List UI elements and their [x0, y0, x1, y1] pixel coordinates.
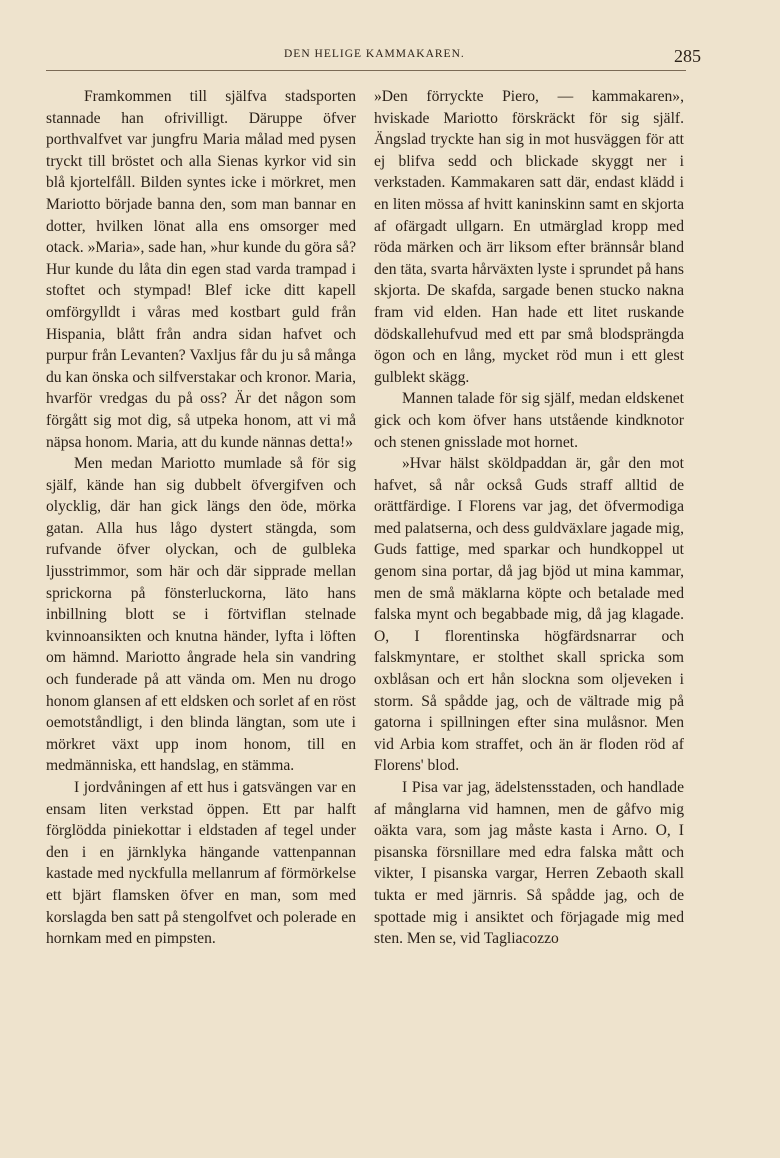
paragraph: Men medan Mariotto mumlade så för sig själf, kände han sig dubbelt öfvergifven och olycklig, där han gick längs den öde, mörka gatan. Alla hus lågo dystert stängda, som rufvande öfver olyckan, och de gulbleka ljusstrimmor, som här och där sipprade mellan sprickorna på fönsterluckorna, läto hans inbillning blott se i förtviflan stelnade kvinnoansikten och knutna händer, lyfta i löften om hämnd. Mariotto ångrade hela sin vandring och funderade på att vända om. Men nu drogo honom glansen af ett eldsken och sorlet af en röst oemotståndligt, i den blinda längtan, som ute i mörkret växt upp inom honom, till en medmänniska, ett handslag, en stämma.: [46, 455, 356, 775]
paragraph: »Hvar hälst sköldpaddan är, går den mot hafvet, så når också Guds straff alltid de orättfärdige. I Florens var jag, det öfvermodiga med palatserna, och dess guldväxlare jagade mig, Guds fattige, med sparkar och hundkoppel ut genom sina portar, då jag bjöd ut mina kammar, men de små mäklarna köpte och betalade med falska mynt och begabbade mig, då jag klagade. O, I florentinska högfärdsnarrar och falskmyntare, er stolthet skall spricka som oxblåsan och ert hån slockna som oljeveken i storm. Så spådde jag, och de vältrade mig på gatorna i spillningen efter sina mulåsnor. Men vid Arbia kom straffet, och än är floden röd af Florens' blod.: [374, 455, 684, 775]
paragraph: Framkommen till själfva stadsporten stannade han ofrivilligt. Däruppe öfver porthvalfvet var jungfru Maria målad med pysen tryckt till bröstet och alla Sienas kyrkor vid sin blå kjortelfåll. Bilden syntes icke i mörkret, men Mariotto började banna den, som man bannar en dotter, hvilken lönat alla ens omsorger med otack. »Maria», sade han, »hur kunde du göra så? Hur kunde du låta din egen stad varda trampad i stoftet och stympad! Blef icke ditt kapell omförgylldt i våras med kostbart guld från Hispania, blått från andra sidan hafvet och purpur från Levanten? Vaxljus får du ju så många du kan önska och silfverstakar och kronor. Maria, hvarför vredgas du på oss? Är det någon som förgått sig mot dig, så utpeka honom, att vi må näpsa honom. Maria, att du kunde nännas detta!»: [46, 88, 356, 451]
paragraph: »Den förryckte Piero, — kammakaren», hviskade Mariotto förskräckt för sig själf. Ängslad tryckte han sig in mot husväggen för att ej blifva sedd och blickade skyggt ner i verkstaden. Kammakaren satt där, endast klädd i en liten mössa af hvitt kaninskinn samt en skjorta af ofärgadt ullgarn. En utmärglad kropp med röda märken och ärr liksom efter brännsår bland den täta, svarta hårväxten lyste i sprundet på hans skjorta. De skafda, sargade benen stucko nakna fram vid elden. Han hade ett litet ruskande dödskallehufvud med ett par små blodsprängda ögon och en lång, mycket röd mun i ett glest gulblekt skägg.: [374, 88, 684, 386]
page-header: [46, 46, 701, 71]
right-column: [374, 86, 684, 950]
paragraph: I jordvåningen af ett hus i gatsvängen var en ensam liten verkstad öppen. Ett par halft förglödda piniekottar i eldstaden af tegel under den i en järnklyka hängande vattenpannan kastade med nyckfulla mellanrum af förmörkelse ett bjärt flamsken öfver en man, som med korslagda ben satt på stengolfvet och polerade en hornkam med en pimpsten.: [46, 779, 356, 948]
paragraph: Mannen talade för sig själf, medan eldskenet gick och kom öfver hans utstående kindknotor och stenen gnisslade mot hornet.: [374, 390, 684, 451]
page-number: 285: [674, 46, 701, 66]
left-column: [46, 86, 356, 950]
running-title: DEN HELIGE KAMMAKAREN.: [284, 48, 465, 60]
paragraph: I Pisa var jag, ädelstensstaden, och handlade af månglarna vid hamnen, men de gåfvo mig oäkta vara, som jag måste kasta i Arno. O, I pisanska försnillare med edra falska mått och vikter, I pisanska vargar, Herren Zebaoth skall tukta er med järnris. Så spådde jag, och de spottade mig i ansiktet och förjagade mig med sten. Men se, vid Tagliacozzo: [374, 779, 684, 948]
